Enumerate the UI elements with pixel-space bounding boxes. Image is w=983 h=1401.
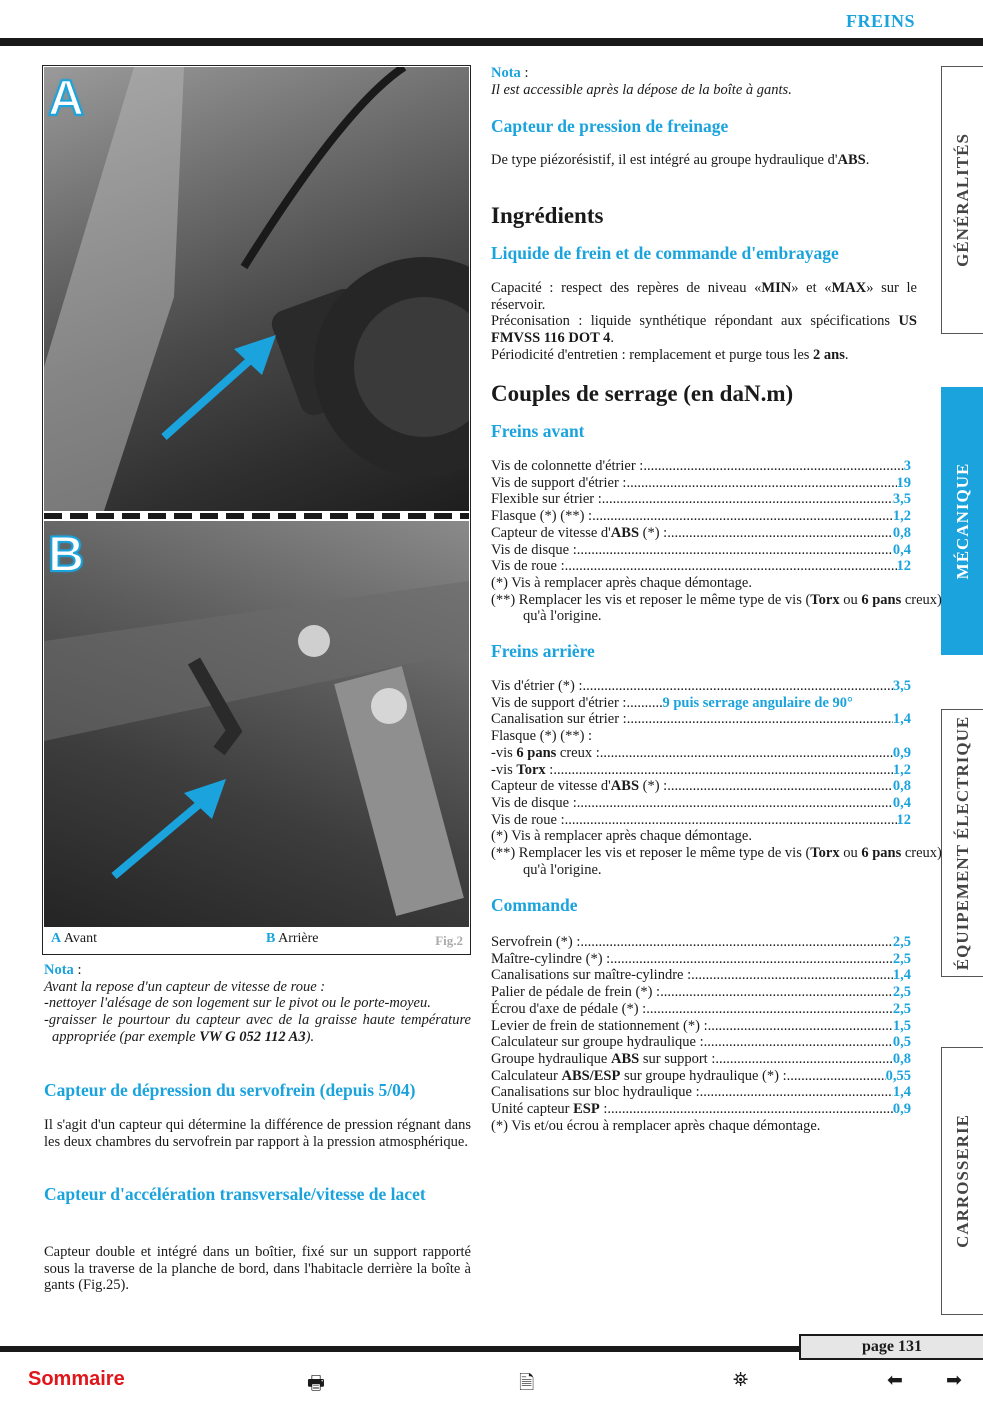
page-number: page 131 bbox=[801, 1336, 983, 1358]
torque-row: Canalisations sur maître-cylindre : ..... 1,4 bbox=[491, 967, 911, 984]
torque-row: Palier de pédale de frein (*) : ..... 2,5 bbox=[491, 984, 911, 1001]
document-icon[interactable]: 🗎 bbox=[519, 1372, 535, 1394]
torque-row: -vis Torx : ..... 1,2 bbox=[491, 762, 911, 779]
torque-row: Canalisation sur étrier : ..... 1,4 bbox=[491, 711, 911, 728]
heading-capteur-depression: Capteur de dépression du servofrein (depuis 5/04) bbox=[44, 1080, 416, 1100]
torque-row: Vis de support d'étrier : ..... 9 puis serrage angulaire de 90° bbox=[491, 695, 911, 712]
sommaire-link[interactable]: Sommaire bbox=[28, 1368, 125, 1390]
torque-row: Calculateur ABS/ESP sur groupe hydraulique (*) : ..... 0,55 bbox=[491, 1068, 911, 1085]
figure-number: Fig.2 bbox=[435, 933, 463, 948]
heading-ingredients: Ingrédients bbox=[491, 203, 604, 228]
torque-row: Vis de roue : ..... 12 bbox=[491, 812, 911, 829]
torque-row: Écrou d'axe de pédale (*) : ..... 2,5 bbox=[491, 1001, 911, 1018]
heading-capteur-pression: Capteur de pression de freinage bbox=[491, 116, 729, 136]
note-double-star: (**) Remplacer les vis et reposer le même type de vis (Torx ou 6 pans creux) qu'à l'origine. bbox=[491, 591, 942, 625]
torque-table-rear bbox=[491, 678, 942, 878]
torque-row: Levier de frein de stationnement (*) : ..... 1,5 bbox=[491, 1018, 911, 1035]
liquide-frein-details: Capacité : respect des repères de niveau «MIN» et «MAX» sur le réservoir. Préconisation : liquide synthétique répondant aux spécifications US FMVSS 116 DOT 4. Périodicité d'entretien : remplacement et purge tous les 2 ans. bbox=[491, 280, 917, 363]
heading-commande: Commande bbox=[491, 895, 578, 915]
torque-row: Flexible sur étrier : ..... 3,5 bbox=[491, 491, 911, 508]
heading-freins-arriere: Freins arrière bbox=[491, 641, 595, 661]
tab-generalites[interactable] bbox=[941, 66, 983, 334]
torque-row: Vis d'étrier (*) : ..... 3,5 bbox=[491, 678, 911, 695]
tab-label: CARROSSERIE bbox=[952, 1114, 972, 1248]
tab-label: MÉCANIQUE bbox=[952, 462, 972, 580]
torque-row: Vis de roue : ..... 12 bbox=[491, 558, 911, 575]
tab-equipement-electrique[interactable] bbox=[941, 709, 983, 977]
right-nota: Nota : Il est accessible après la dépose de la boîte à gants. bbox=[491, 65, 792, 98]
top-rule bbox=[0, 38, 983, 46]
torque-row: Calculateur sur groupe hydraulique : ..... 0,5 bbox=[491, 1034, 911, 1051]
heading-freins-avant: Freins avant bbox=[491, 421, 585, 441]
paragraph-capteur-acceleration: Capteur double et intégré dans un boîtier, fixé sur un support rapporté sous la traverse de la planche de bord, dans l'habitacle derrière la boîte à gants (Fig.25). bbox=[44, 1244, 471, 1294]
torque-table-front bbox=[491, 458, 942, 625]
figure-caption bbox=[44, 927, 469, 953]
torque-row: -vis 6 pans creux : ..... 0,9 bbox=[491, 745, 911, 762]
tab-label: GÉNÉRALITÉS bbox=[952, 133, 972, 267]
page-number-box bbox=[799, 1334, 983, 1360]
torque-row: Canalisations sur bloc hydraulique : ..... 1,4 bbox=[491, 1084, 911, 1101]
heading-capteur-acceleration: Capteur d'accélération transversale/vitesse de lacet bbox=[44, 1184, 426, 1204]
binoculars-search-icon[interactable]: ⛯ bbox=[733, 1369, 749, 1391]
torque-row: Capteur de vitesse d'ABS (*) : ..... 0,8 bbox=[491, 525, 911, 542]
figure-letter-b: B bbox=[48, 526, 85, 582]
paragraph-capteur-depression: Il s'agit d'un capteur qui détermine la différence de pression régnant dans les deux chambres du servofrein par rapport à la pression atmosphérique. bbox=[44, 1117, 471, 1150]
note-star: (*) Vis à remplacer après chaque démontage. bbox=[491, 574, 752, 591]
figure-separator bbox=[44, 513, 469, 519]
heading-liquide-frein: Liquide de frein et de commande d'embrayage bbox=[491, 243, 839, 263]
section-title: FREINS bbox=[845, 11, 915, 31]
torque-row: Servofrein (*) : ..... 2,5 bbox=[491, 934, 911, 951]
caption-front: A Avant bbox=[51, 931, 98, 946]
note-double-star: (**) Remplacer les vis et reposer le même type de vis (Torx ou 6 pans creux) qu'à l'origine. bbox=[491, 845, 942, 878]
figure-letter-a: A bbox=[48, 70, 85, 126]
note-commande: (*) Vis et/ou écrou à remplacer après chaque démontage. bbox=[491, 1117, 821, 1134]
torque-row: Capteur de vitesse d'ABS (*) : ..... 0,8 bbox=[491, 778, 911, 795]
torque-row: Vis de colonnette d'étrier : ..... 3 bbox=[491, 458, 911, 475]
torque-table-commande bbox=[491, 934, 911, 1134]
torque-row: Maître-cylindre (*) : ..... 2,5 bbox=[491, 951, 911, 968]
heading-couples-serrage: Couples de serrage (en daN.m) bbox=[491, 381, 794, 406]
left-nota: Nota : Avant la repose d'un capteur de vitesse de roue : -nettoyer l'alésage de son logement sur le pivot ou le porte-moyeu. -graisser le pourtour du capteur avec de la graisse haute température appropriée (par exemple VW G 052 112 A3). bbox=[44, 962, 471, 1045]
torque-row: Vis de disque : ..... 0,4 bbox=[491, 795, 911, 812]
torque-row: Vis de disque : ..... 0,4 bbox=[491, 542, 911, 559]
paragraph-capteur-pression: De type piézorésistif, il est intégré au groupe hydraulique d'ABS. bbox=[491, 152, 870, 168]
photo-rear-sensor bbox=[44, 521, 469, 927]
torque-row: Flasque (*) (**) : ..... 1,2 bbox=[491, 508, 911, 525]
next-page-icon[interactable]: ➡ bbox=[946, 1369, 962, 1391]
print-icon[interactable]: 🖶 bbox=[307, 1372, 325, 1394]
caption-rear: B Arrière bbox=[266, 931, 319, 946]
tab-carrosserie[interactable] bbox=[941, 1047, 983, 1315]
figure-2 bbox=[42, 65, 471, 955]
torque-row: Groupe hydraulique ABS sur support : ..... 0,8 bbox=[491, 1051, 911, 1068]
torque-row-flasque: Flasque (*) (**) : bbox=[491, 728, 593, 745]
previous-page-icon[interactable]: ⬅ bbox=[887, 1369, 903, 1391]
tab-label: ÉQUIPEMENT ÉLECTRIQUE bbox=[952, 715, 972, 971]
torque-row: Unité capteur ESP : ..... 0,9 bbox=[491, 1101, 911, 1118]
photo-front-sensor bbox=[44, 67, 469, 511]
note-star: (*) Vis à remplacer après chaque démontage. bbox=[491, 828, 752, 845]
torque-row: Vis de support d'étrier : ..... 19 bbox=[491, 475, 911, 492]
